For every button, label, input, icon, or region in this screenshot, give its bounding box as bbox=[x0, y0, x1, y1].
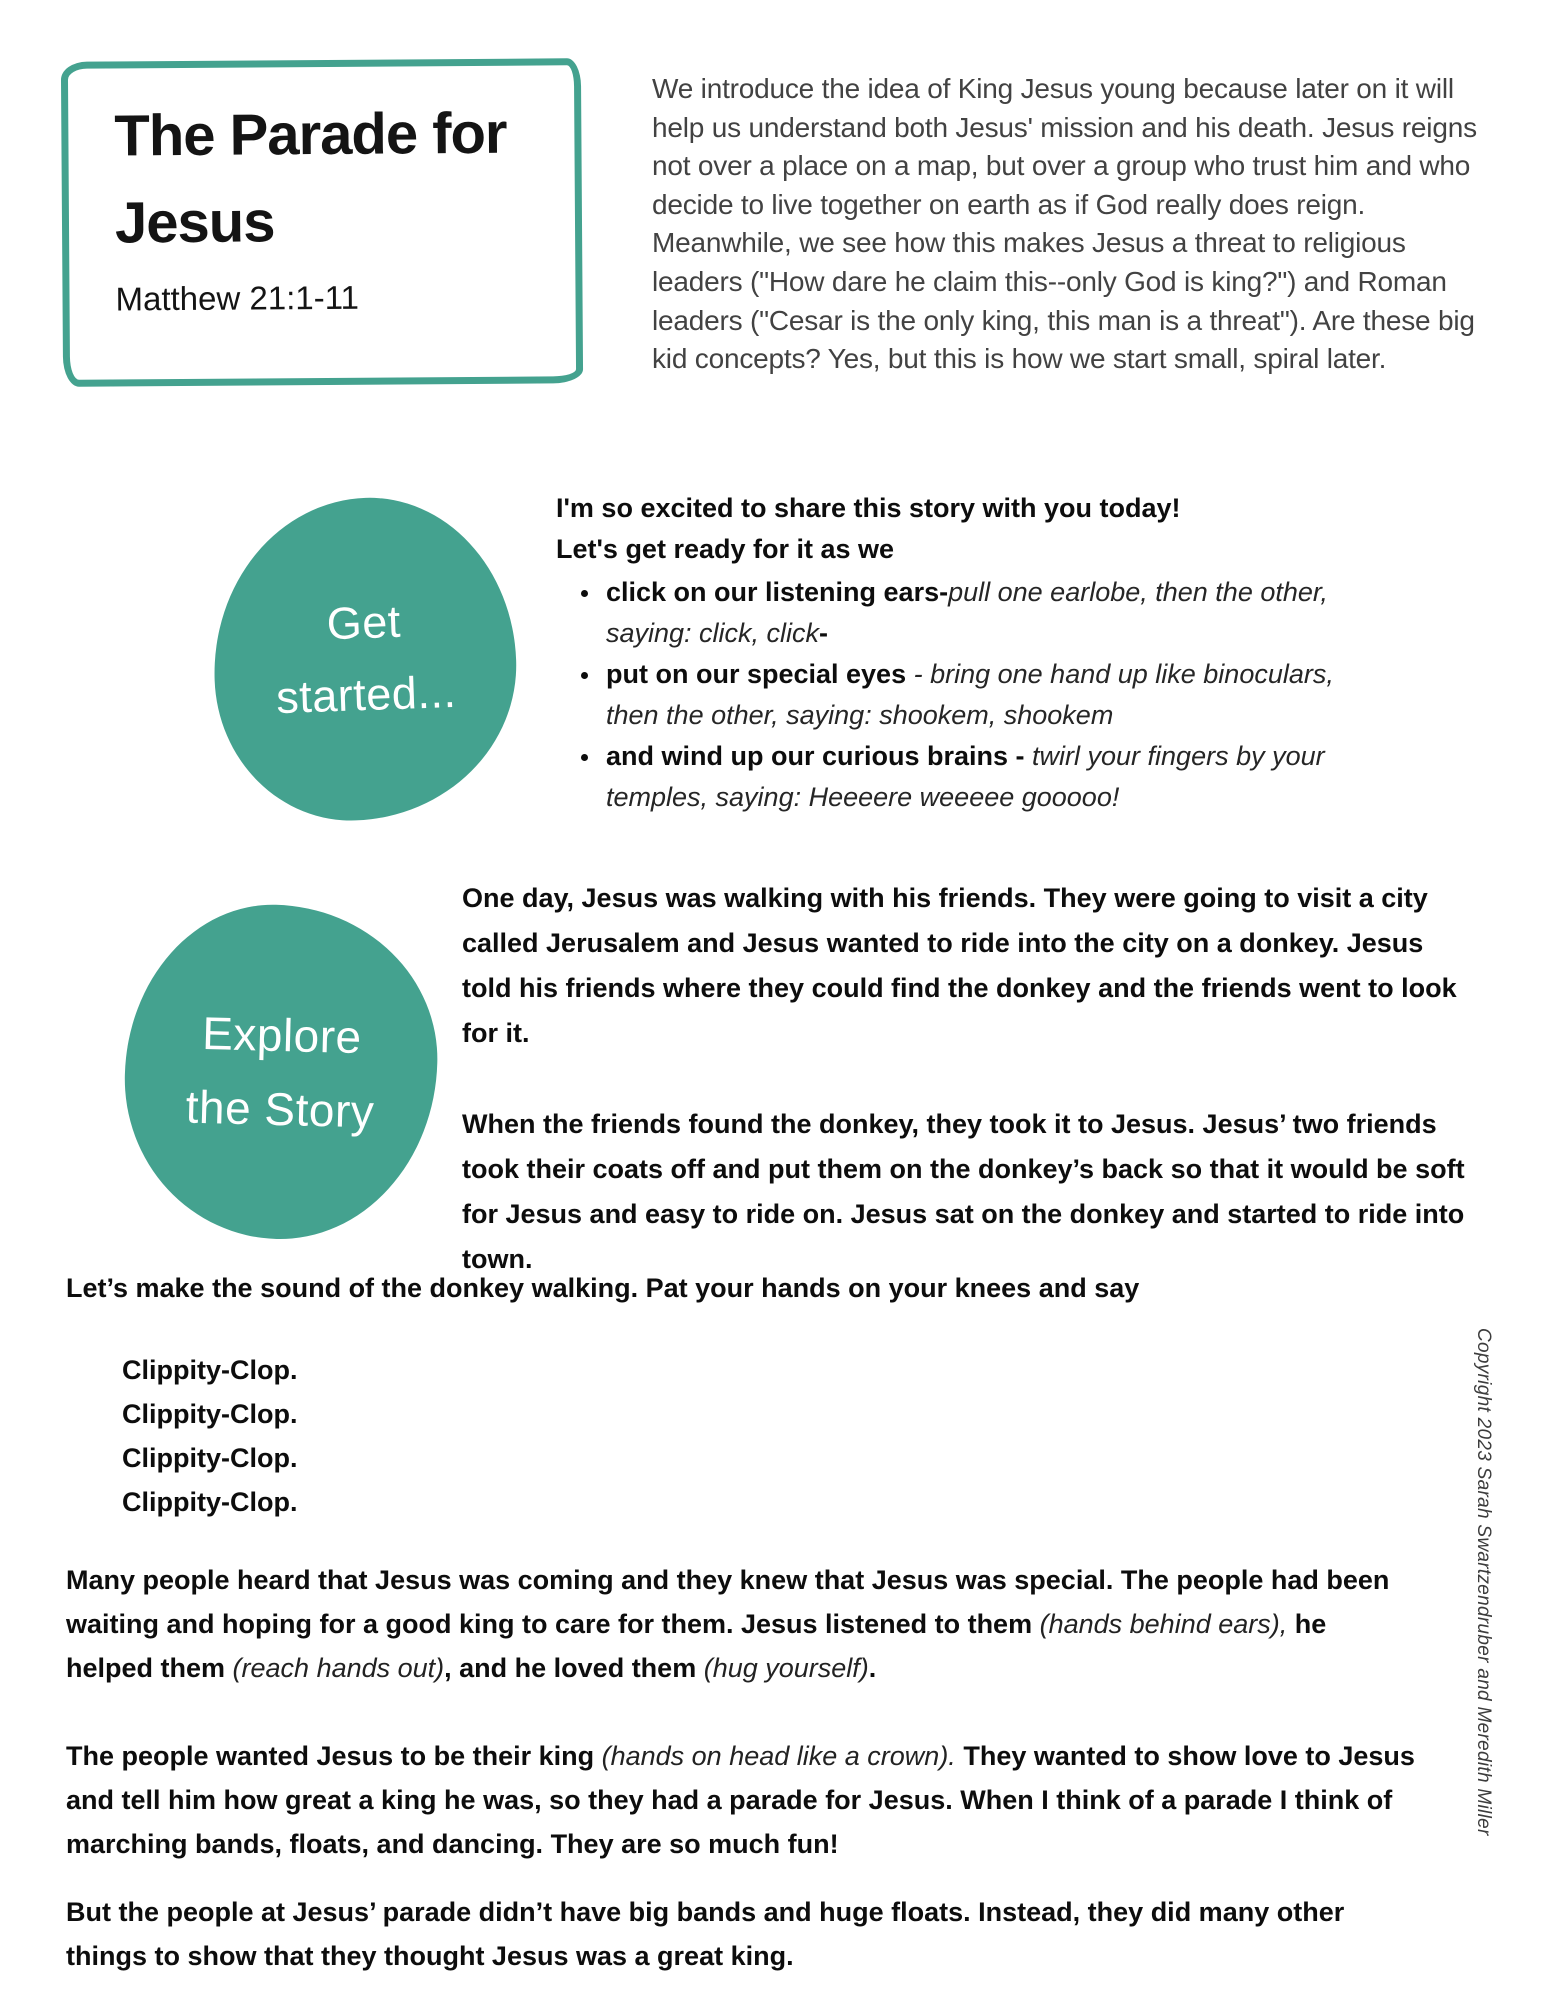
crowd-text-2: he helped them bbox=[66, 1609, 1327, 1683]
intro-note: We introduce the idea of King Jesus young because later on it will help us understand both Jesus' mission and his death. Jesus reigns not over a place on a map, but over a group who trust him and who decide to live together on earth as if God really does reign. Meanwhile, we see how this makes Jesus a threat to religious leaders ("How dare he claim this--only God is king?") and Roman leaders ("Cesar is the only king, this man is a threat"). Are these big kid concepts? Yes, but this is how we start small, spiral later. bbox=[652, 73, 1477, 375]
explore-badge bbox=[121, 901, 442, 1243]
king-text-2: They wanted to show love to Jesus and tell him how great a king he was, so they had a parade for Jesus. When I think of a parade I think of marching bands, floats, and dancing. They are so much fun! bbox=[66, 1741, 1415, 1859]
prep-action: click on our listening ears- bbox=[606, 577, 949, 607]
story-paragraph-2: When the friends found the donkey, they took it to Jesus. Jesus’ two friends took their coats off and put them on the donkey’s back so that it would be soft for Jesus and easy to ride on. Jesus sat on the donkey and started to ride into town. bbox=[462, 1109, 1465, 1274]
crowd-gesture-3: (hug yourself) bbox=[703, 1653, 869, 1683]
prep-instruction: - bring one hand up like binoculars, then the other, saying: shookem, shookem bbox=[606, 659, 1334, 730]
king-gesture: (hands on head like a crown). bbox=[601, 1741, 956, 1771]
clop-line: Clippity-Clop. bbox=[122, 1355, 298, 1385]
king-paragraph bbox=[66, 1734, 1418, 1866]
get-started-badge-line1: Get bbox=[325, 595, 402, 650]
clop-line: Clippity-Clop. bbox=[122, 1487, 298, 1517]
donkey-sound-line: Let’s make the sound of the donkey walking. Pat your hands on your knees and say bbox=[66, 1273, 1140, 1303]
get-started-badge bbox=[208, 493, 521, 825]
crowd-paragraph bbox=[66, 1558, 1418, 1690]
prep-instruction: twirl your fingers by your temples, saying: Heeeere weeeee gooooo! bbox=[606, 741, 1325, 812]
story-paragraph-1: One day, Jesus was walking with his friends. They were going to visit a city called Jerusalem and Jesus wanted to ride into the city on a donkey. Jesus told his friends where they could find the donkey and the friends went to look for it. bbox=[462, 883, 1457, 1048]
title-box bbox=[61, 58, 583, 387]
page-title: The Parade for Jesus bbox=[114, 100, 507, 256]
crowd-gesture-2: (reach hands out) bbox=[232, 1653, 445, 1683]
scripture-reference: Matthew 21:1-11 bbox=[115, 278, 360, 318]
prep-action: put on our special eyes bbox=[606, 659, 907, 689]
copyright-sideways: Copyright 2023 Sarah Swartzendruber and Meredith Miller bbox=[1473, 1328, 1494, 1836]
prep-suffix: - bbox=[819, 618, 829, 648]
prep-instruction: pull one earlobe, then the other, saying: click, click bbox=[606, 577, 1328, 648]
crowd-text-3: , and he loved them bbox=[444, 1653, 704, 1683]
parade-paragraph: But the people at Jesus’ parade didn’t have big bands and huge floats. Instead, they did many other things to show that they thought Jesus was a great king. bbox=[66, 1897, 1345, 1971]
prep-item-listening-ears bbox=[602, 572, 1356, 654]
crowd-text-4: . bbox=[868, 1653, 877, 1683]
clop-line: Clippity-Clop. bbox=[122, 1443, 298, 1473]
get-started-section bbox=[556, 488, 1356, 818]
get-started-lead bbox=[556, 488, 1356, 570]
clop-list bbox=[122, 1348, 297, 1524]
prep-item-curious-brains bbox=[602, 736, 1356, 818]
crowd-text: Many people heard that Jesus was coming and they knew that Jesus was special. The people had been waiting and hoping for a good king to care for them. Jesus listened to them bbox=[66, 1565, 1390, 1639]
get-started-lead-line1: I'm so excited to share this story with you today! bbox=[556, 493, 1181, 523]
explore-badge-line1: Explore bbox=[201, 1006, 363, 1064]
prep-action: and wind up our curious brains - bbox=[606, 741, 1033, 771]
prep-item-special-eyes bbox=[602, 654, 1356, 736]
prep-list bbox=[556, 572, 1356, 818]
king-text-1: The people wanted Jesus to be their king bbox=[66, 1741, 602, 1771]
get-started-badge-line2: started... bbox=[275, 665, 458, 724]
clop-line: Clippity-Clop. bbox=[122, 1399, 298, 1429]
explore-badge-line2: the Story bbox=[185, 1080, 375, 1138]
get-started-lead-line2: Let's get ready for it as we bbox=[556, 534, 895, 564]
crowd-gesture-1: (hands behind ears), bbox=[1039, 1609, 1288, 1639]
explore-story-section bbox=[462, 876, 1467, 1282]
